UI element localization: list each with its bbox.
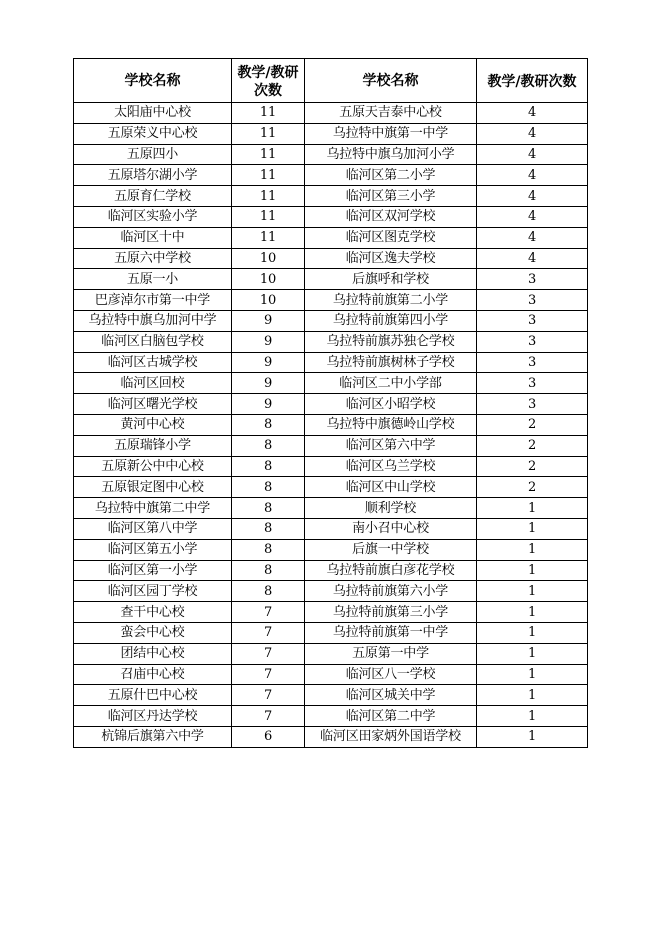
school-name-right-cell: 乌拉特前旗第一中学 bbox=[305, 622, 477, 643]
count-right-cell: 2 bbox=[477, 435, 588, 456]
table-body bbox=[74, 103, 588, 748]
table-row bbox=[74, 435, 588, 456]
count-right-cell: 3 bbox=[477, 310, 588, 331]
school-name-left-cell: 临河区白脑包学校 bbox=[74, 331, 232, 352]
school-name-right-cell: 临河区第三小学 bbox=[305, 186, 477, 207]
school-name-right-cell: 乌拉特前旗白彦花学校 bbox=[305, 560, 477, 581]
count-left-cell: 11 bbox=[232, 186, 305, 207]
count-left-cell: 7 bbox=[232, 602, 305, 623]
count-right-cell: 1 bbox=[477, 643, 588, 664]
school-name-right-cell: 临河区田家炳外国语学校 bbox=[305, 726, 477, 747]
school-name-left-cell: 五原瑞锋小学 bbox=[74, 435, 232, 456]
school-name-right-cell: 南小召中心校 bbox=[305, 518, 477, 539]
count-left-cell: 7 bbox=[232, 664, 305, 685]
count-right-cell: 1 bbox=[477, 498, 588, 519]
school-name-left-cell: 临河区曙光学校 bbox=[74, 394, 232, 415]
count-right-cell: 1 bbox=[477, 726, 588, 747]
table-row bbox=[74, 373, 588, 394]
table-row bbox=[74, 622, 588, 643]
school-name-right-cell: 临河区双河学校 bbox=[305, 206, 477, 227]
school-name-right-cell: 乌拉特中旗德岭山学校 bbox=[305, 414, 477, 435]
count-right-cell: 1 bbox=[477, 539, 588, 560]
table-row bbox=[74, 414, 588, 435]
table-row bbox=[74, 518, 588, 539]
school-name-left-cell: 黄河中心校 bbox=[74, 414, 232, 435]
count-right-cell: 1 bbox=[477, 706, 588, 727]
table-row bbox=[74, 165, 588, 186]
table-row bbox=[74, 290, 588, 311]
count-right-cell: 1 bbox=[477, 518, 588, 539]
count-left-cell: 10 bbox=[232, 290, 305, 311]
count-right-cell: 4 bbox=[477, 227, 588, 248]
count-left-cell: 9 bbox=[232, 331, 305, 352]
school-name-left-cell: 临河区丹达学校 bbox=[74, 706, 232, 727]
count-right-cell: 3 bbox=[477, 373, 588, 394]
count-right-cell: 4 bbox=[477, 248, 588, 269]
count-left-cell: 10 bbox=[232, 269, 305, 290]
school-name-left-cell: 五原一小 bbox=[74, 269, 232, 290]
table-row bbox=[74, 602, 588, 623]
school-name-right-cell: 乌拉特前旗第四小学 bbox=[305, 310, 477, 331]
count-left-cell: 11 bbox=[232, 144, 305, 165]
school-name-right-cell: 临河区第二小学 bbox=[305, 165, 477, 186]
school-name-right-cell: 临河区第二中学 bbox=[305, 706, 477, 727]
count-left-cell: 11 bbox=[232, 227, 305, 248]
count-left-cell: 11 bbox=[232, 103, 305, 124]
school-name-right-cell: 临河区城关中学 bbox=[305, 685, 477, 706]
school-name-right-cell: 五原天吉泰中心校 bbox=[305, 103, 477, 124]
school-name-right-cell: 乌拉特中旗乌加河小学 bbox=[305, 144, 477, 165]
count-left-cell: 8 bbox=[232, 435, 305, 456]
table-row bbox=[74, 498, 588, 519]
school-name-right-cell: 乌拉特前旗第三小学 bbox=[305, 602, 477, 623]
table-row bbox=[74, 643, 588, 664]
school-name-left-cell: 五原育仁学校 bbox=[74, 186, 232, 207]
table-row bbox=[74, 394, 588, 415]
header-row bbox=[74, 59, 588, 103]
school-name-left-cell: 五原银定图中心校 bbox=[74, 477, 232, 498]
spreadsheet bbox=[73, 58, 587, 748]
table-row bbox=[74, 352, 588, 373]
school-name-left-cell: 临河区回校 bbox=[74, 373, 232, 394]
table-row bbox=[74, 248, 588, 269]
school-name-left-cell: 太阳庙中心校 bbox=[74, 103, 232, 124]
school-name-right-cell: 临河区小昭学校 bbox=[305, 394, 477, 415]
school-name-left-cell: 临河区十中 bbox=[74, 227, 232, 248]
table-row bbox=[74, 227, 588, 248]
school-name-left-cell: 五原塔尔湖小学 bbox=[74, 165, 232, 186]
count-left-cell: 9 bbox=[232, 394, 305, 415]
school-name-right-cell: 临河区二中小学部 bbox=[305, 373, 477, 394]
header-school-name-left: 学校名称 bbox=[74, 59, 232, 103]
count-left-cell: 11 bbox=[232, 165, 305, 186]
count-left-cell: 8 bbox=[232, 477, 305, 498]
school-name-left-cell: 五原新公中中心校 bbox=[74, 456, 232, 477]
table-row bbox=[74, 310, 588, 331]
count-right-cell: 1 bbox=[477, 622, 588, 643]
count-left-cell: 7 bbox=[232, 685, 305, 706]
count-left-cell: 8 bbox=[232, 518, 305, 539]
school-name-left-cell: 临河区第八中学 bbox=[74, 518, 232, 539]
school-name-left-cell: 五原六中学校 bbox=[74, 248, 232, 269]
school-name-right-cell: 后旗呼和学校 bbox=[305, 269, 477, 290]
school-name-left-cell: 临河区第一小学 bbox=[74, 560, 232, 581]
count-right-cell: 1 bbox=[477, 664, 588, 685]
count-right-cell: 1 bbox=[477, 685, 588, 706]
count-right-cell: 1 bbox=[477, 581, 588, 602]
count-left-cell: 8 bbox=[232, 456, 305, 477]
school-name-left-cell: 临河区第五小学 bbox=[74, 539, 232, 560]
school-name-right-cell: 后旗一中学校 bbox=[305, 539, 477, 560]
school-name-right-cell: 乌拉特前旗第六小学 bbox=[305, 581, 477, 602]
table-row bbox=[74, 123, 588, 144]
count-left-cell: 9 bbox=[232, 373, 305, 394]
count-left-cell: 8 bbox=[232, 581, 305, 602]
count-right-cell: 3 bbox=[477, 269, 588, 290]
count-right-cell: 4 bbox=[477, 186, 588, 207]
count-left-cell: 8 bbox=[232, 560, 305, 581]
count-right-cell: 4 bbox=[477, 103, 588, 124]
table-row bbox=[74, 581, 588, 602]
count-left-cell: 8 bbox=[232, 498, 305, 519]
school-name-left-cell: 查干中心校 bbox=[74, 602, 232, 623]
table-row bbox=[74, 477, 588, 498]
count-left-cell: 7 bbox=[232, 622, 305, 643]
table-row bbox=[74, 144, 588, 165]
school-name-right-cell: 顺利学校 bbox=[305, 498, 477, 519]
table-row bbox=[74, 560, 588, 581]
count-left-cell: 8 bbox=[232, 414, 305, 435]
count-right-cell: 4 bbox=[477, 165, 588, 186]
school-name-right-cell: 临河区第六中学 bbox=[305, 435, 477, 456]
school-name-right-cell: 临河区乌兰学校 bbox=[305, 456, 477, 477]
school-name-right-cell: 乌拉特前旗树林子学校 bbox=[305, 352, 477, 373]
school-name-left-cell: 乌拉特中旗乌加河中学 bbox=[74, 310, 232, 331]
school-name-right-cell: 五原第一中学 bbox=[305, 643, 477, 664]
count-right-cell: 2 bbox=[477, 477, 588, 498]
count-right-cell: 2 bbox=[477, 456, 588, 477]
school-name-right-cell: 乌拉特前旗第二小学 bbox=[305, 290, 477, 311]
count-left-cell: 11 bbox=[232, 206, 305, 227]
count-right-cell: 1 bbox=[477, 602, 588, 623]
header-count-left: 教学/教研次数 bbox=[232, 59, 305, 103]
school-name-right-cell: 临河区图克学校 bbox=[305, 227, 477, 248]
count-right-cell: 1 bbox=[477, 560, 588, 581]
count-right-cell: 4 bbox=[477, 144, 588, 165]
table-row bbox=[74, 539, 588, 560]
school-name-left-cell: 五原四小 bbox=[74, 144, 232, 165]
count-left-cell: 8 bbox=[232, 539, 305, 560]
count-right-cell: 3 bbox=[477, 331, 588, 352]
count-left-cell: 6 bbox=[232, 726, 305, 747]
count-right-cell: 3 bbox=[477, 394, 588, 415]
count-right-cell: 4 bbox=[477, 206, 588, 227]
table-row bbox=[74, 706, 588, 727]
header-school-name-right: 学校名称 bbox=[305, 59, 477, 103]
table-row bbox=[74, 726, 588, 747]
table-row bbox=[74, 664, 588, 685]
table-row bbox=[74, 269, 588, 290]
count-right-cell: 3 bbox=[477, 290, 588, 311]
count-left-cell: 9 bbox=[232, 310, 305, 331]
school-name-left-cell: 五原什巴中心校 bbox=[74, 685, 232, 706]
header-count-right: 教学/教研次数 bbox=[477, 59, 588, 103]
table-row bbox=[74, 103, 588, 124]
school-teaching-count-table bbox=[73, 58, 588, 748]
school-name-left-cell: 召庙中心校 bbox=[74, 664, 232, 685]
count-left-cell: 11 bbox=[232, 123, 305, 144]
school-name-right-cell: 乌拉特前旗苏独仑学校 bbox=[305, 331, 477, 352]
school-name-left-cell: 蛮会中心校 bbox=[74, 622, 232, 643]
school-name-right-cell: 临河区中山学校 bbox=[305, 477, 477, 498]
school-name-left-cell: 杭锦后旗第六中学 bbox=[74, 726, 232, 747]
school-name-left-cell: 团结中心校 bbox=[74, 643, 232, 664]
school-name-right-cell: 临河区逸夫学校 bbox=[305, 248, 477, 269]
school-name-left-cell: 乌拉特中旗第二中学 bbox=[74, 498, 232, 519]
count-right-cell: 2 bbox=[477, 414, 588, 435]
count-left-cell: 7 bbox=[232, 706, 305, 727]
table-row bbox=[74, 206, 588, 227]
school-name-right-cell: 乌拉特中旗第一中学 bbox=[305, 123, 477, 144]
school-name-left-cell: 巴彦淖尔市第一中学 bbox=[74, 290, 232, 311]
table-row bbox=[74, 685, 588, 706]
school-name-left-cell: 五原荣义中心校 bbox=[74, 123, 232, 144]
count-right-cell: 4 bbox=[477, 123, 588, 144]
school-name-right-cell: 临河区八一学校 bbox=[305, 664, 477, 685]
table-row bbox=[74, 456, 588, 477]
count-right-cell: 3 bbox=[477, 352, 588, 373]
table-row bbox=[74, 186, 588, 207]
table-row bbox=[74, 331, 588, 352]
school-name-left-cell: 临河区实验小学 bbox=[74, 206, 232, 227]
school-name-left-cell: 临河区古城学校 bbox=[74, 352, 232, 373]
count-left-cell: 9 bbox=[232, 352, 305, 373]
count-left-cell: 7 bbox=[232, 643, 305, 664]
school-name-left-cell: 临河区园丁学校 bbox=[74, 581, 232, 602]
count-left-cell: 10 bbox=[232, 248, 305, 269]
